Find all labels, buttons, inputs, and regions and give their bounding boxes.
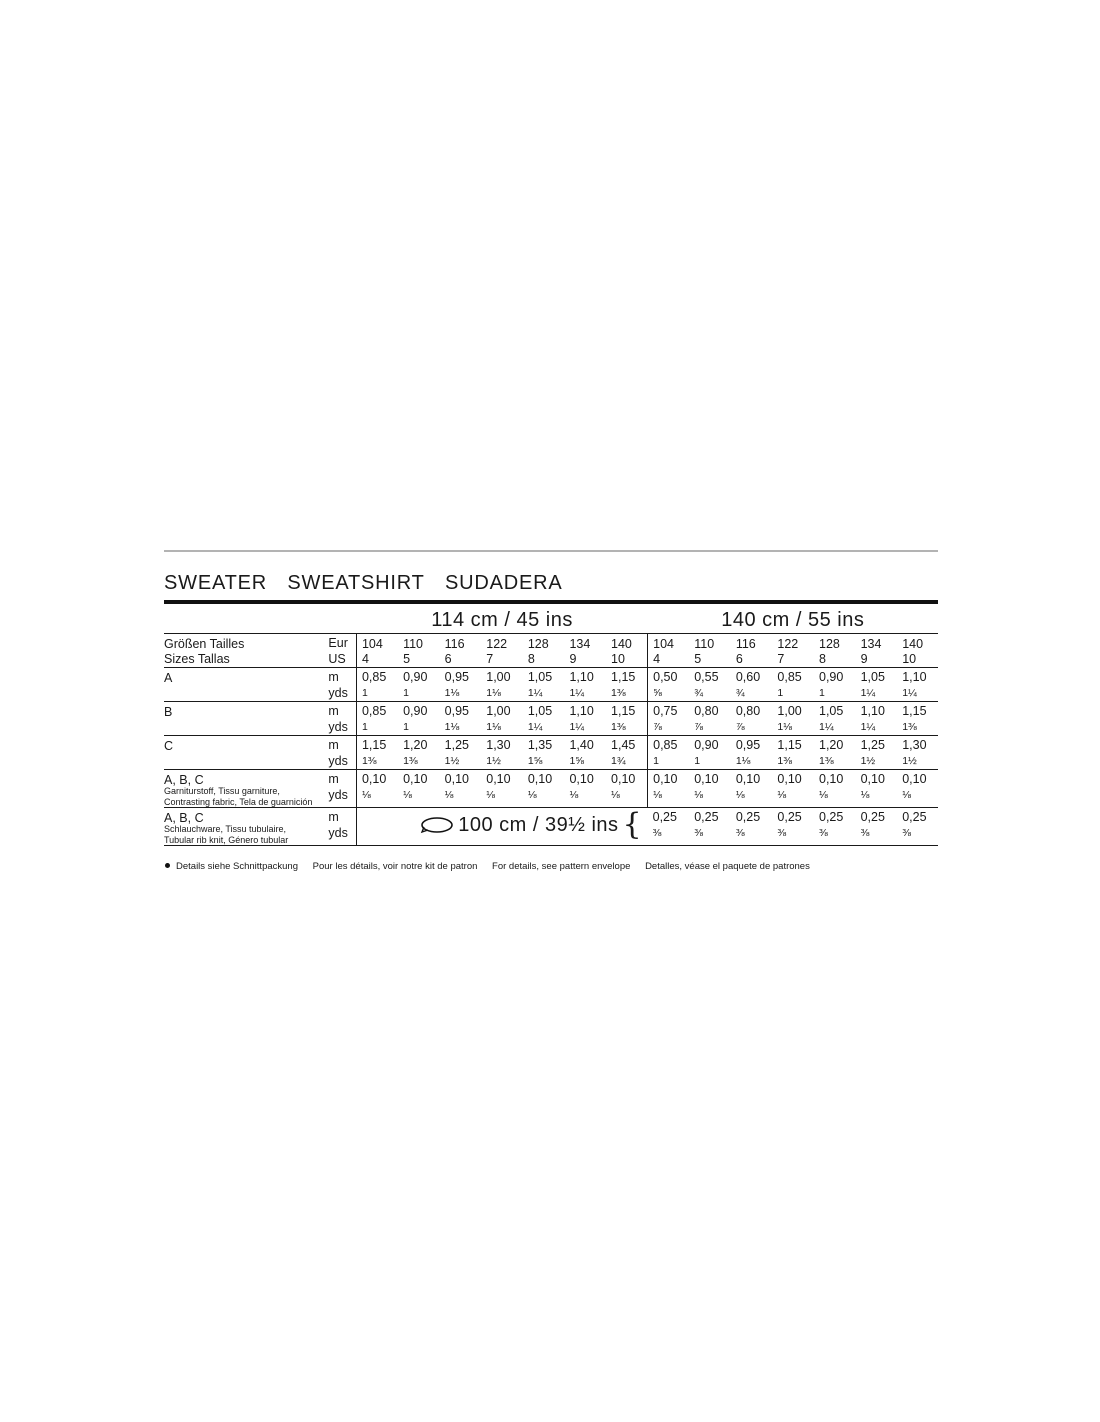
value-cell	[897, 736, 938, 770]
value-m: 1,30	[486, 738, 511, 752]
value-yds: 1½	[902, 755, 917, 767]
value-yds: 1	[361, 721, 368, 733]
value-yds: 1⅜	[611, 687, 626, 699]
unit-yds: yds	[328, 754, 348, 768]
value-yds: ⅛	[569, 789, 579, 801]
value-m: 1,00	[486, 670, 511, 684]
value-cell	[897, 770, 938, 808]
row-units	[326, 770, 356, 808]
value-m: 1,00	[777, 704, 802, 718]
value-yds: ⅝	[653, 687, 662, 699]
size-eur: 116	[444, 637, 465, 651]
value-cell	[731, 770, 773, 808]
value-m: 1,15	[611, 704, 636, 718]
size-eur: 140	[902, 637, 924, 651]
value-cell	[897, 668, 938, 702]
tubular-label-main: A, B, C	[164, 811, 204, 825]
value-yds: 1⅝	[569, 755, 585, 767]
value-yds: 1⅛	[486, 721, 501, 733]
value-yds: 1⅜	[611, 721, 626, 733]
value-yds: 1⅛	[486, 687, 501, 699]
value-yds: ⅜	[694, 827, 703, 839]
tubular-width	[420, 807, 642, 842]
size-eur: 122	[486, 637, 508, 651]
value-cell	[772, 668, 814, 702]
value-m: 0,10	[527, 772, 553, 786]
value-m: 0,85	[653, 738, 678, 752]
row-label-main: A, B, C	[164, 773, 204, 787]
size-us: 4	[361, 652, 369, 666]
fabric-row	[164, 702, 938, 736]
fabric-row	[164, 770, 938, 808]
value-cell	[772, 736, 814, 770]
size-eur: 122	[777, 637, 799, 651]
value-yds: 1⅜	[902, 721, 917, 733]
value-cell	[731, 736, 773, 770]
size-eur: 134	[569, 637, 591, 651]
value-m: 0,80	[735, 704, 761, 718]
value-m: 1,00	[486, 704, 511, 718]
value-yds: 1½	[444, 755, 460, 767]
tubular-label-sub: Schlauchware, Tissu tubulaire, Tubular rib knit, Género tubular	[164, 824, 289, 845]
size-us: 10	[611, 652, 625, 666]
value-m: 0,60	[735, 670, 761, 684]
size-cell	[564, 634, 606, 668]
row-units	[326, 702, 356, 736]
value-m: 0,10	[860, 772, 885, 786]
size-eur: 110	[694, 637, 715, 651]
value-m: 0,95	[735, 738, 761, 752]
size-eur: 140	[611, 637, 632, 651]
value-cell	[481, 668, 523, 702]
value-cell	[772, 808, 814, 846]
value-yds: ⅛	[527, 789, 537, 801]
row-label	[164, 736, 326, 770]
footnote: Details siehe Schnittpackung Pour les détails, voir notre kit de patron For details, see pattern envelope Detalles, véase el paquete de patrones	[164, 860, 938, 874]
value-cell	[897, 702, 938, 736]
row-label-main: B	[164, 705, 173, 719]
value-cell	[606, 736, 648, 770]
value-m: 0,25	[902, 810, 927, 824]
fabric-width-140: 140 cm / 55 ins	[721, 609, 865, 631]
value-m: 0,10	[403, 772, 428, 786]
value-cell	[689, 702, 731, 736]
value-cell	[856, 702, 898, 736]
value-m: 1,15	[361, 738, 387, 752]
value-m: 0,10	[486, 772, 511, 786]
size-eur: 128	[819, 637, 840, 651]
size-cell	[606, 634, 648, 668]
value-cell	[814, 770, 856, 808]
value-cell	[481, 736, 523, 770]
row-label-main: C	[164, 739, 174, 753]
value-yds: ⅛	[486, 789, 496, 801]
value-cell	[856, 668, 898, 702]
value-m: 0,10	[902, 772, 927, 786]
value-yds: ⅛	[777, 789, 787, 801]
value-m: 1,40	[569, 738, 594, 752]
value-m: 1,10	[569, 704, 594, 718]
size-cell	[856, 634, 898, 668]
value-cell	[564, 668, 606, 702]
size-eur: 128	[527, 637, 549, 651]
value-cell	[689, 668, 731, 702]
value-cell	[648, 702, 690, 736]
value-m: 0,25	[819, 810, 844, 824]
value-cell	[398, 702, 440, 736]
size-cell	[731, 634, 773, 668]
value-yds: 1¼	[902, 687, 917, 699]
fabric-width-header	[164, 604, 938, 634]
value-m: 0,10	[735, 772, 761, 786]
value-yds: ¾	[735, 687, 745, 699]
size-us: 7	[777, 652, 785, 666]
size-us: 9	[569, 652, 577, 666]
value-yds: 1⅛	[777, 721, 793, 733]
value-yds: ⅞	[653, 721, 662, 733]
value-yds: ⅛	[444, 789, 454, 801]
value-cell	[398, 668, 440, 702]
value-cell	[772, 770, 814, 808]
value-yds: ⅜	[819, 827, 828, 839]
value-cell	[856, 808, 898, 846]
value-cell	[648, 770, 690, 808]
value-cell	[440, 736, 482, 770]
value-m: 0,90	[694, 738, 719, 752]
value-m: 1,15	[902, 704, 927, 718]
value-cell	[481, 702, 523, 736]
value-yds: 1⅛	[735, 755, 751, 767]
value-yds: 1¾	[611, 755, 626, 767]
value-yds: 1¼	[860, 687, 876, 699]
row-label	[164, 702, 326, 736]
value-m: 1,10	[860, 704, 885, 718]
value-cell	[440, 770, 482, 808]
value-m: 0,80	[694, 704, 719, 718]
fabric-row	[164, 668, 938, 702]
value-yds: ⅜	[777, 827, 787, 839]
value-cell	[356, 770, 398, 808]
title-es: SUDADERA	[445, 572, 563, 594]
value-m: 0,10	[569, 772, 594, 786]
size-eur: 104	[361, 637, 383, 651]
size-eur: 110	[403, 637, 423, 651]
value-m: 0,25	[652, 810, 677, 824]
value-yds: ⅛	[611, 789, 620, 801]
value-m: 1,05	[527, 670, 553, 684]
value-m: 0,10	[611, 772, 636, 786]
size-units: Eur US	[326, 634, 356, 668]
size-eur: 116	[735, 637, 756, 651]
size-us: 7	[486, 652, 494, 666]
value-m: 0,25	[860, 810, 885, 824]
value-yds: 1⅜	[819, 755, 834, 767]
value-m: 1,45	[611, 738, 636, 752]
value-cell	[856, 770, 898, 808]
size-cell	[440, 634, 482, 668]
tubular-width-cell	[356, 808, 647, 846]
bullet-icon	[165, 863, 170, 868]
value-cell	[481, 770, 523, 808]
value-cell	[523, 702, 565, 736]
tubular-row	[164, 808, 938, 846]
value-m: 0,90	[403, 704, 428, 718]
size-us: 4	[653, 652, 661, 666]
value-yds: 1⅛	[444, 721, 460, 733]
value-m: 0,10	[819, 772, 844, 786]
unit-m: m	[328, 738, 339, 752]
value-cell	[731, 702, 773, 736]
value-cell	[356, 668, 398, 702]
value-m: 1,05	[860, 670, 885, 684]
value-m: 1,15	[611, 670, 636, 684]
size-cell	[356, 634, 398, 668]
value-m: 0,25	[694, 810, 719, 824]
value-cell	[689, 808, 731, 846]
value-cell	[856, 736, 898, 770]
row-label-sub: Garniturstoff, Tissu garniture, Contrasting fabric, Tela de guarnición	[164, 786, 313, 807]
value-yds: 1	[361, 687, 368, 699]
value-yds: 1⅝	[527, 755, 543, 767]
unit-m: m	[328, 704, 339, 718]
tubular-label	[164, 808, 326, 846]
size-label: Größen Tailles Sizes Tallas	[164, 634, 326, 668]
size-cell	[523, 634, 565, 668]
value-yds: 1	[694, 755, 701, 767]
row-label	[164, 770, 326, 808]
tubular-width-text: 100 cm / 39½ ins	[458, 813, 619, 836]
yardage-table	[164, 604, 938, 846]
value-cell	[689, 736, 731, 770]
value-m: 0,85	[361, 704, 387, 718]
unit-m: m	[328, 810, 339, 824]
value-yds: ¾	[694, 687, 703, 699]
value-yds: 1¼	[569, 721, 585, 733]
tubular-units	[326, 808, 356, 846]
brace-icon: {	[622, 807, 642, 842]
value-m: 0,95	[444, 704, 469, 718]
value-yds: ⅛	[361, 789, 371, 801]
value-yds: 1¼	[860, 721, 876, 733]
value-yds: 1⅜	[361, 755, 377, 767]
value-m: 1,25	[444, 738, 469, 752]
value-m: 0,25	[777, 810, 802, 824]
title-en: SWEATSHIRT	[287, 572, 425, 594]
value-cell	[814, 702, 856, 736]
size-us: 6	[735, 652, 743, 666]
unit-yds: yds	[328, 826, 348, 840]
size-eur: 104	[653, 637, 674, 651]
fabric-width-114: 114 cm / 45 ins	[431, 609, 573, 631]
size-cell	[481, 634, 523, 668]
value-m: 1,20	[819, 738, 844, 752]
size-cell	[398, 634, 440, 668]
value-yds: 1½	[860, 755, 876, 767]
value-yds: 1¼	[569, 687, 585, 699]
size-cell	[648, 634, 690, 668]
value-m: 0,10	[444, 772, 469, 786]
size-us: 5	[403, 652, 411, 666]
value-m: 1,05	[527, 704, 553, 718]
top-divider	[164, 550, 938, 552]
value-yds: ⅜	[860, 827, 870, 839]
value-yds: ⅜	[902, 827, 911, 839]
value-m: 0,85	[361, 670, 387, 684]
value-m: 1,25	[860, 738, 885, 752]
value-yds: ⅜	[735, 827, 745, 839]
value-m: 0,90	[819, 670, 844, 684]
value-m: 0,85	[777, 670, 802, 684]
value-cell	[356, 736, 398, 770]
unit-m: m	[328, 772, 339, 786]
value-yds: ⅞	[735, 721, 745, 733]
size-us: 9	[860, 652, 868, 666]
value-m: 0,10	[777, 772, 802, 786]
row-label-main: A	[164, 671, 173, 685]
value-m: 1,10	[569, 670, 594, 684]
size-eur: 134	[860, 637, 882, 651]
value-m: 0,75	[653, 704, 678, 718]
tubular-fabric-icon	[420, 815, 454, 835]
size-us: 6	[444, 652, 452, 666]
value-cell	[523, 736, 565, 770]
value-m: 1,20	[403, 738, 428, 752]
value-yds: ⅛	[653, 789, 662, 801]
value-m: 1,05	[819, 704, 844, 718]
unit-yds: yds	[328, 686, 348, 700]
value-yds: ⅛	[403, 789, 412, 801]
value-cell	[356, 702, 398, 736]
value-yds: ⅛	[735, 789, 745, 801]
value-m: 0,10	[361, 772, 387, 786]
row-units	[326, 736, 356, 770]
value-cell	[897, 808, 938, 846]
value-cell	[606, 702, 648, 736]
value-cell	[564, 770, 606, 808]
value-m: 0,95	[444, 670, 469, 684]
value-m: 1,10	[902, 670, 927, 684]
value-cell	[814, 736, 856, 770]
value-yds: 1½	[486, 755, 501, 767]
value-yds: 1	[653, 755, 659, 767]
value-cell	[606, 770, 648, 808]
value-cell	[814, 668, 856, 702]
value-yds: 1	[403, 721, 409, 733]
value-m: 0,55	[694, 670, 719, 684]
value-cell	[689, 770, 731, 808]
value-m: 1,15	[777, 738, 802, 752]
size-row	[164, 634, 938, 668]
unit-m: m	[328, 670, 339, 684]
size-us: 8	[819, 652, 826, 666]
yardage-sheet	[164, 550, 938, 874]
value-cell	[648, 668, 690, 702]
value-cell	[772, 702, 814, 736]
value-yds: ⅜	[652, 827, 662, 839]
row-units	[326, 668, 356, 702]
value-yds: 1	[403, 687, 409, 699]
value-yds: 1¼	[819, 721, 834, 733]
value-m: 0,90	[403, 670, 428, 684]
unit-yds: yds	[328, 720, 348, 734]
value-m: 1,30	[902, 738, 927, 752]
value-m: 0,10	[694, 772, 719, 786]
value-cell	[523, 770, 565, 808]
size-cell	[814, 634, 856, 668]
size-cell	[689, 634, 731, 668]
value-yds: 1¼	[527, 721, 543, 733]
value-cell	[648, 808, 690, 846]
value-cell	[814, 808, 856, 846]
value-m: 0,10	[653, 772, 678, 786]
page-title	[164, 570, 938, 596]
title-de: SWEATER	[164, 572, 268, 594]
value-yds: 1⅜	[403, 755, 418, 767]
value-m: 0,25	[735, 810, 761, 824]
value-yds: 1¼	[527, 687, 543, 699]
value-cell	[731, 668, 773, 702]
size-cell	[772, 634, 814, 668]
value-yds: 1	[777, 687, 784, 699]
value-yds: ⅛	[860, 789, 870, 801]
value-yds: ⅛	[902, 789, 911, 801]
value-cell	[648, 736, 690, 770]
value-cell	[398, 770, 440, 808]
value-cell	[564, 736, 606, 770]
size-us: 5	[694, 652, 702, 666]
size-us: 8	[527, 652, 535, 666]
value-cell	[564, 702, 606, 736]
row-label	[164, 668, 326, 702]
value-cell	[440, 702, 482, 736]
value-cell	[398, 736, 440, 770]
value-yds: 1	[819, 687, 825, 699]
value-yds: 1⅜	[777, 755, 793, 767]
value-cell	[440, 668, 482, 702]
size-us: 10	[902, 652, 917, 666]
value-yds: ⅞	[694, 721, 703, 733]
value-cell	[523, 668, 565, 702]
value-cell	[731, 808, 773, 846]
unit-yds: yds	[328, 788, 348, 802]
value-cell	[606, 668, 648, 702]
size-cell	[897, 634, 938, 668]
value-yds: 1⅛	[444, 687, 460, 699]
value-yds: ⅛	[694, 789, 703, 801]
value-yds: ⅛	[819, 789, 828, 801]
fabric-row	[164, 736, 938, 770]
value-m: 0,50	[653, 670, 678, 684]
value-m: 1,35	[527, 738, 553, 752]
